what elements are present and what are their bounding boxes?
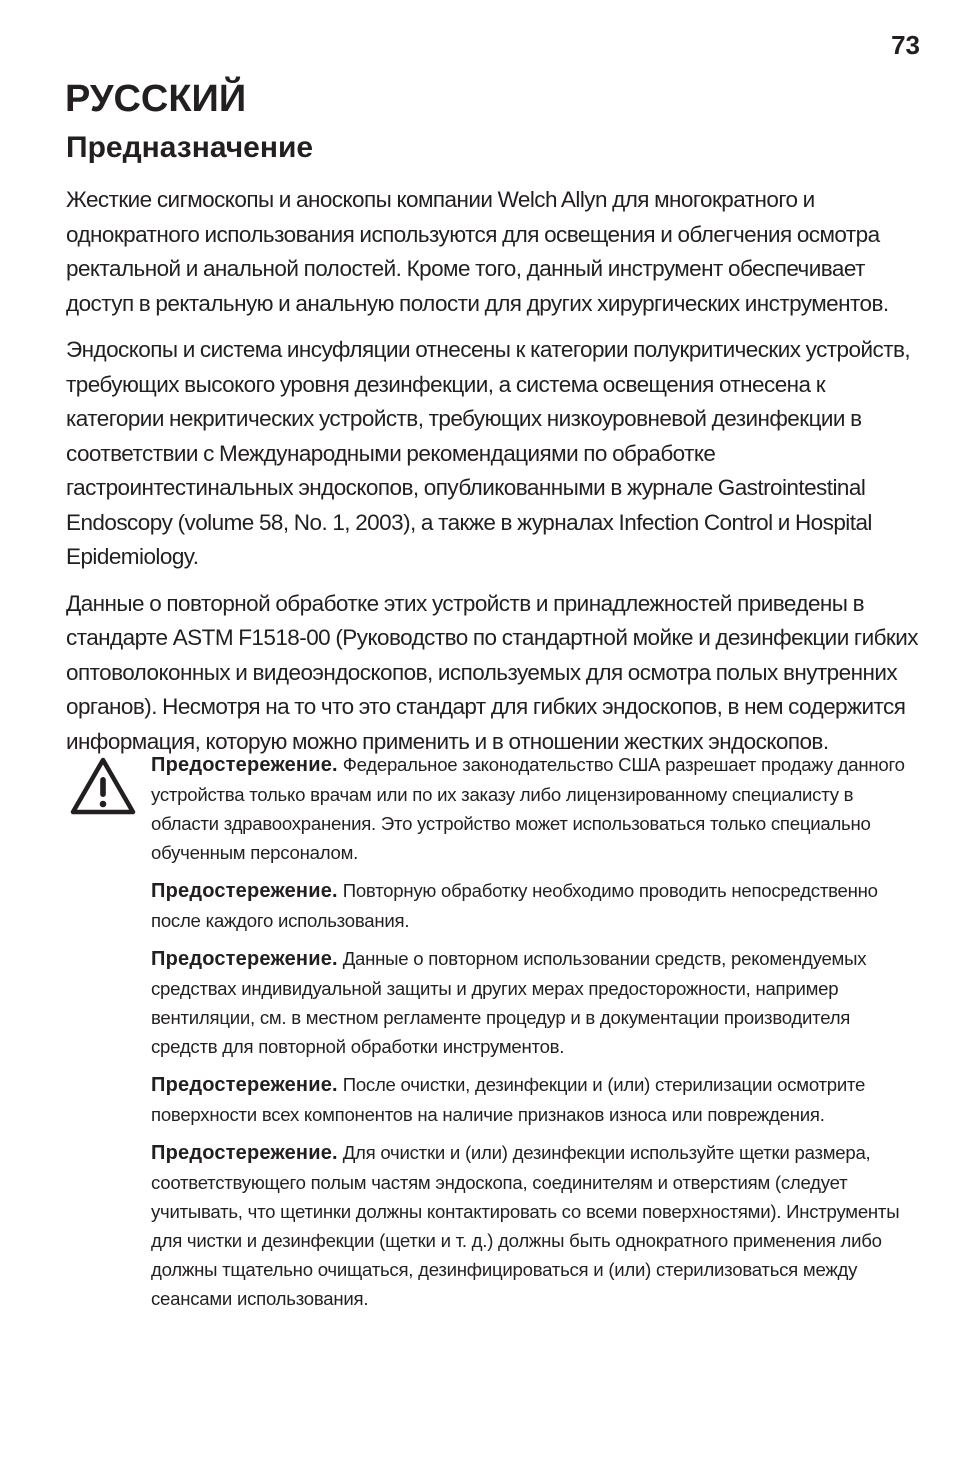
- caution-text: Для очистки и (или) дезинфекции используйте щетки размера, соответствующего полым частям эндоскопа, соединителям и отверстиям (следует учитывать, что щетинки должны контактировать со всеми поверхностями). Инструменты для чистки и дезинфекции (щетки и т. д.) должны быть однократного применения либо должны тщательно очищаться, дезинфицироваться и (или) стерилизоваться между сеансами использования.: [151, 1142, 900, 1309]
- caution-label: Предостережение.: [151, 1074, 338, 1096]
- paragraph-reprocessing: Данные о повторной обработке этих устройств и принадлежностей приведены в стандарте ASTM F1518-00 (Руководство по стандартной мойке и дезинфекции гибких оптоволоконных и видеоэндоскопов, используемых для осмотра полых внутренних органов). Несмотря на то что это стандарт для гибких эндоскопов, в нем содержится информация, которую можно применить и в отношении жестких эндоскопов.: [66, 590, 918, 754]
- caution-3: [151, 944, 911, 1061]
- body-text: [66, 183, 926, 771]
- section-heading: Предназначение: [66, 131, 314, 164]
- caution-label: Предостережение.: [151, 880, 338, 902]
- cautions-list: [151, 750, 911, 1322]
- paragraph-purpose: Жесткие сигмоскопы и аноскопы компании Welch Allyn для многократного и однократного использования используются для освещения и облегчения осмотра ректальной и анальной полостей. Кроме того, данный инструмент обеспечивает доступ в ректальную и анальную полости для других хирургических инструментов.: [66, 187, 889, 316]
- caution-label: Предостережение.: [151, 948, 338, 970]
- caution-5: [151, 1138, 911, 1313]
- caution-1: [151, 750, 911, 867]
- paragraph-classification: Эндоскопы и система инсуфляции отнесены к категории полукритических устройств, требующих высокого уровня дезинфекции, а система освещения отнесена к категории некритических устройств, требующих низкоуровневой дезинфекции в соответствии с Международными рекомендациями по обработке гастроинтестинальных эндоскопов, опубликованными в журнале Gastrointestinal Endoscopy (volume 58, No. 1, 2003), а также в журналах Infection Control и Hospital Epidemiology.: [66, 337, 911, 569]
- warning-triangle-icon: [70, 756, 136, 816]
- caution-4: [151, 1070, 911, 1129]
- caution-2: [151, 876, 911, 935]
- language-heading: РУССКИЙ: [65, 78, 247, 120]
- caution-label: Предостережение.: [151, 1142, 338, 1164]
- page-number: 73: [891, 30, 920, 60]
- caution-text: После очистки, дезинфекции и (или) стерилизации осмотрите поверхности всех компонентов на наличие признаков износа или повреждения.: [151, 1074, 866, 1125]
- caution-text: Повторную обработку необходимо проводить непосредственно после каждого использования.: [151, 880, 878, 931]
- caution-text: Данные о повторном использовании средств, рекомендуемых средствах индивидуальной защиты и других мерах предосторожности, например вентиляции, см. в местном регламенте процедур и в документации производителя средств для повторной обработки инструментов.: [151, 948, 867, 1057]
- caution-label: Предостережение.: [151, 754, 338, 776]
- caution-text: Федеральное законодательство США разрешает продажу данного устройства только врачам или по их заказу либо лицензированному специалисту в области здравоохранения. Это устройство может использоваться только специально обученным персоналом.: [151, 754, 905, 863]
